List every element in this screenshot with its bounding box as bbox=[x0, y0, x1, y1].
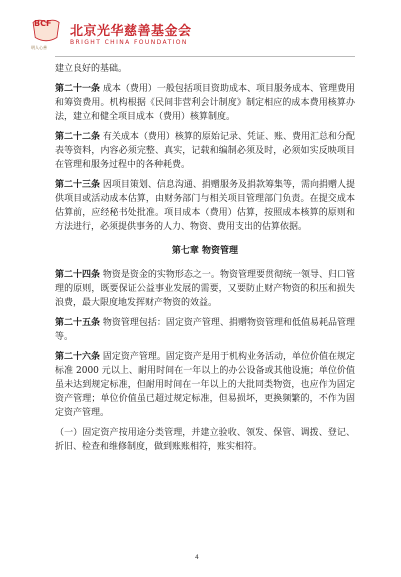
organization-english-name: BRIGHT CHINA FOUNDATION bbox=[70, 39, 188, 46]
chapter-title: 第七章 物资管理 bbox=[171, 246, 239, 256]
paragraph bbox=[55, 350, 355, 420]
logo-subtext: 明人心善 bbox=[31, 45, 47, 50]
article-text: （一）固定资产按用途分类管理，并建立验收、领发、保管、调拨、登记、折旧、检查和维修制度，做到账账相符，账实相符。 bbox=[55, 428, 355, 452]
article-label: 第二十六条 bbox=[55, 352, 101, 362]
article-text: 建立良好的基础。 bbox=[55, 64, 128, 74]
paragraph bbox=[55, 426, 355, 454]
article-text: 固定资产管理。固定资产是用于机构业务活动，单位价值在规定标准 2000 元以上、耐用时间在一年以上的办公设备或其他设施；单位价值虽未达到规定标准，但耐用时间在一年以上的大批同类物资，也应作为固定资产管理；单位价值虽已超过规定标准，但易损坏，更换频繁的，不作为固定资产管理。 bbox=[55, 352, 355, 418]
article-label: 第二十三条 bbox=[55, 180, 101, 190]
article-label: 第二十二条 bbox=[55, 132, 101, 142]
paragraph bbox=[55, 130, 355, 172]
header-divider bbox=[55, 56, 355, 57]
article-label: 第二十四条 bbox=[55, 270, 101, 280]
article-text: 因项目策划、信息沟通、捐赠服务及捐款筹集等，需向捐赠人提供项目或活动成本估算，由财务部门与相关项目管理部门负责。在提交成本估算前，应经秘书处批准。项目成本（费用）估算，按照成本核算的原则和方法进行，必须提供事务的人力、物资、费用支出的估算依据。 bbox=[55, 180, 355, 232]
article-text: 物资管理包括：固定资产管理、捐赠物资管理和低值易耗品管理等。 bbox=[55, 318, 355, 342]
document-body bbox=[55, 62, 355, 460]
article-label: 第二十一条 bbox=[55, 84, 101, 94]
organization-name: 北京光华慈善基金会 bbox=[70, 24, 192, 39]
article-text: 物资是资金的实物形态之一。物资管理要贯彻统一领导、归口管理的原则，既要保证公益事业发展的需要，又要防止财产物资的积压和损失浪费，最大限度地发挥财产物资的效益。 bbox=[55, 270, 355, 308]
page-number: 4 bbox=[195, 554, 199, 561]
article-label: 第二十五条 bbox=[55, 318, 101, 328]
paragraph bbox=[55, 268, 355, 310]
paragraph bbox=[55, 178, 355, 234]
paragraph bbox=[55, 82, 355, 124]
article-text: 成本（费用）一般包括项目资助成本、项目服务成本、管理费用和筹资费用。机构根据《民间非营利会计制度》制定相应的成本费用核算办法，建立和健全项目成本（费用）核算制度。 bbox=[55, 84, 355, 122]
paragraph bbox=[55, 316, 355, 344]
logo-text: BCF bbox=[34, 19, 52, 28]
paragraph bbox=[55, 62, 355, 76]
article-text: 有关成本（费用）核算的原始记录、凭证、账、费用汇总和分配表等资料，内容必须完整、真实，记载和编制必须及时，必须如实反映项目在管理和服务过程中的各种耗费。 bbox=[55, 132, 355, 170]
